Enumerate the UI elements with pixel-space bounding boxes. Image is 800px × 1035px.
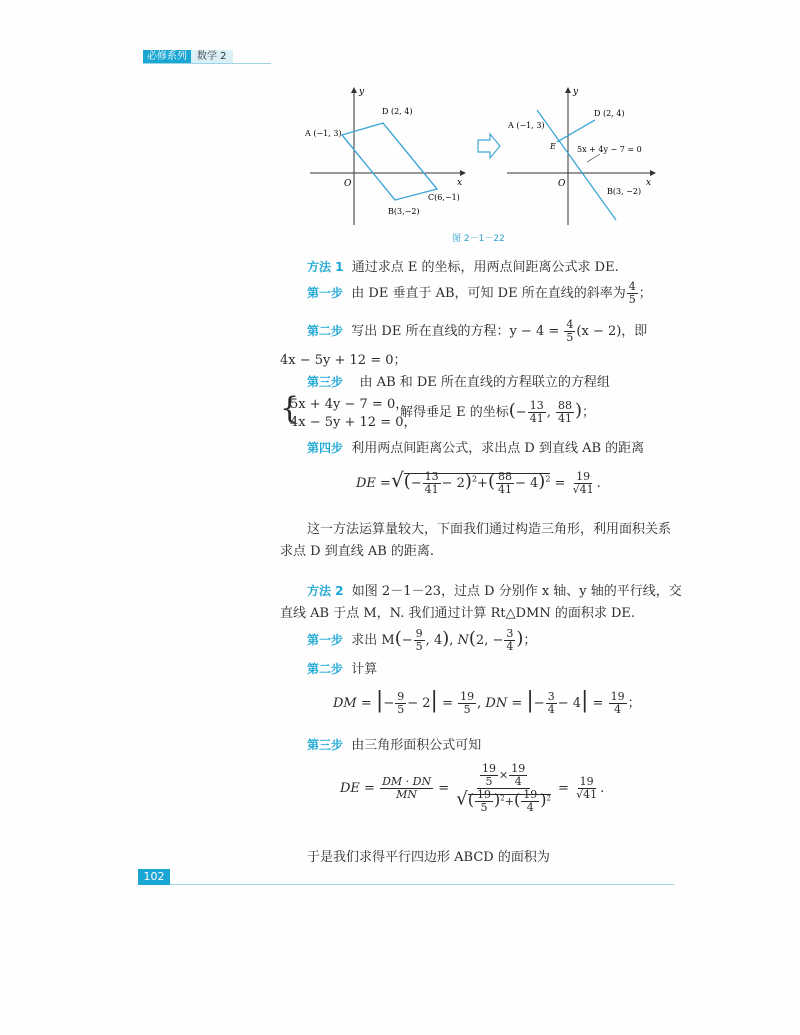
svg-text:O: O xyxy=(558,179,566,189)
header-tag xyxy=(143,50,233,64)
page-number: 102 xyxy=(138,869,170,885)
step3-label: 第三步 xyxy=(307,375,344,389)
method1-intro-text: 通过求点 E 的坐标，用两点间距离公式求 DE. xyxy=(351,260,619,275)
area-formula: DE = $\frac{DM \cdot DN}{MN}$ = $\frac{19}{5}$ × $\frac{19}{4}$ √( $\frac{19}{5}$ )$^2$+( $\frac{19}{4}$ )$^2$ = $\frac{19}{√41}$ . xyxy=(340,762,605,814)
svg-text:C(6,−1): C(6,−1) xyxy=(428,193,460,202)
svg-text:5x + 4y − 7 = 0: 5x + 4y − 7 = 0 xyxy=(577,145,642,154)
method1-step2-line2: 4x − 5y + 12 = 0； xyxy=(280,353,407,368)
transition-arrow-icon xyxy=(478,134,500,158)
svg-text:E: E xyxy=(550,142,556,151)
svg-text:y: y xyxy=(359,87,365,97)
svg-text:x: x xyxy=(457,178,463,188)
svg-text:B(3, −2): B(3, −2) xyxy=(607,187,642,196)
method2-title: 方法 2 xyxy=(307,584,344,598)
method1-step3: 第三步 由 AB 和 DE 所在直线的方程联立的方程组 xyxy=(307,375,610,390)
method2-step3: 第三步 由三角形面积公式可知 xyxy=(307,738,482,753)
svg-text:x: x xyxy=(646,178,652,188)
right-graph xyxy=(507,87,655,225)
slope-fraction: $\frac{4}{5}$ xyxy=(628,280,636,306)
method1-title: 方法 1 xyxy=(307,260,344,274)
line-de xyxy=(557,120,595,142)
method1-step4: 第四步 利用两点间距离公式，求出点 D 到直线 AB 的距离 xyxy=(307,441,645,456)
method1-step2: 第二步 写出 DE 所在直线的方程：y − 4 = $\frac{4}{5}$ (x − 2)，即 xyxy=(307,318,648,344)
svg-text:y: y xyxy=(573,87,579,97)
paragraph-line1: 这一方法运算量较大，下面我们通过构造三角形，利用面积关系 xyxy=(307,522,672,537)
svg-text:A (−1, 3): A (−1, 3) xyxy=(305,129,342,138)
method2-line2: 直线 AB 于点 M，N. 我们通过计算 Rt△DMN 的面积求 DE. xyxy=(280,606,636,621)
line-ab xyxy=(537,110,616,220)
method2-line1: 方法 2 如图 2－1－23，过点 D 分别作 x 轴、y 轴的平行线，交 xyxy=(307,584,682,599)
paragraph-line2: 求点 D 到直线 AB 的距离. xyxy=(280,544,435,559)
method1-intro xyxy=(307,256,619,275)
method2-step2: 第二步 计算 xyxy=(307,662,378,677)
footer-divider xyxy=(170,884,674,885)
book-label: 数学 2 xyxy=(191,50,233,64)
method2-step1: 第一步 求出 M(− $\frac{9}{5}$ , 4), N(2, − $\frac{3}{4}$ )； xyxy=(307,627,537,653)
svg-text:D (2, 4): D (2, 4) xyxy=(382,107,413,116)
foot-e-coordinate: 解得垂足 E 的坐标(− $\frac{13}{41}$ , $\frac{88}{41}$ )； xyxy=(400,399,596,425)
series-label: 必修系列 xyxy=(143,50,191,64)
svg-text:B(3,−2): B(3,−2) xyxy=(388,207,420,216)
step2-label: 第二步 xyxy=(307,324,344,338)
left-graph xyxy=(304,87,465,225)
step1-label: 第一步 xyxy=(307,286,344,300)
method1-step1: 第一步 由 DE 垂直于 AB，可知 DE 所在直线的斜率为 $\frac{4}{5}$ ； xyxy=(307,280,652,306)
svg-text:O: O xyxy=(344,179,352,189)
figure-2-1-22 xyxy=(300,80,680,230)
svg-text:A (−1, 3): A (−1, 3) xyxy=(508,121,545,130)
header-divider xyxy=(143,63,271,64)
svg-text:D (2, 4): D (2, 4) xyxy=(594,109,625,118)
step4-label: 第四步 xyxy=(307,441,344,455)
closing-text: 于是我们求得平行四边形 ABCD 的面积为 xyxy=(307,850,550,865)
figure-caption: 图 2－1－22 xyxy=(452,234,505,244)
parallelogram-abcd xyxy=(342,123,437,200)
de-distance-formula: DE =√(− $\frac{13}{41}$ − 2)$^2$+( $\frac{88}{41}$ − 4)$^2$ = $\frac{19}{√41}$ . xyxy=(356,468,601,496)
dm-dn-formula: DM = |− $\frac{9}{5}$ − 2| = $\frac{19}{5}$ , DN = |− $\frac{3}{4}$ − 4| = $\frac{19}{4}$ ； xyxy=(333,688,641,716)
